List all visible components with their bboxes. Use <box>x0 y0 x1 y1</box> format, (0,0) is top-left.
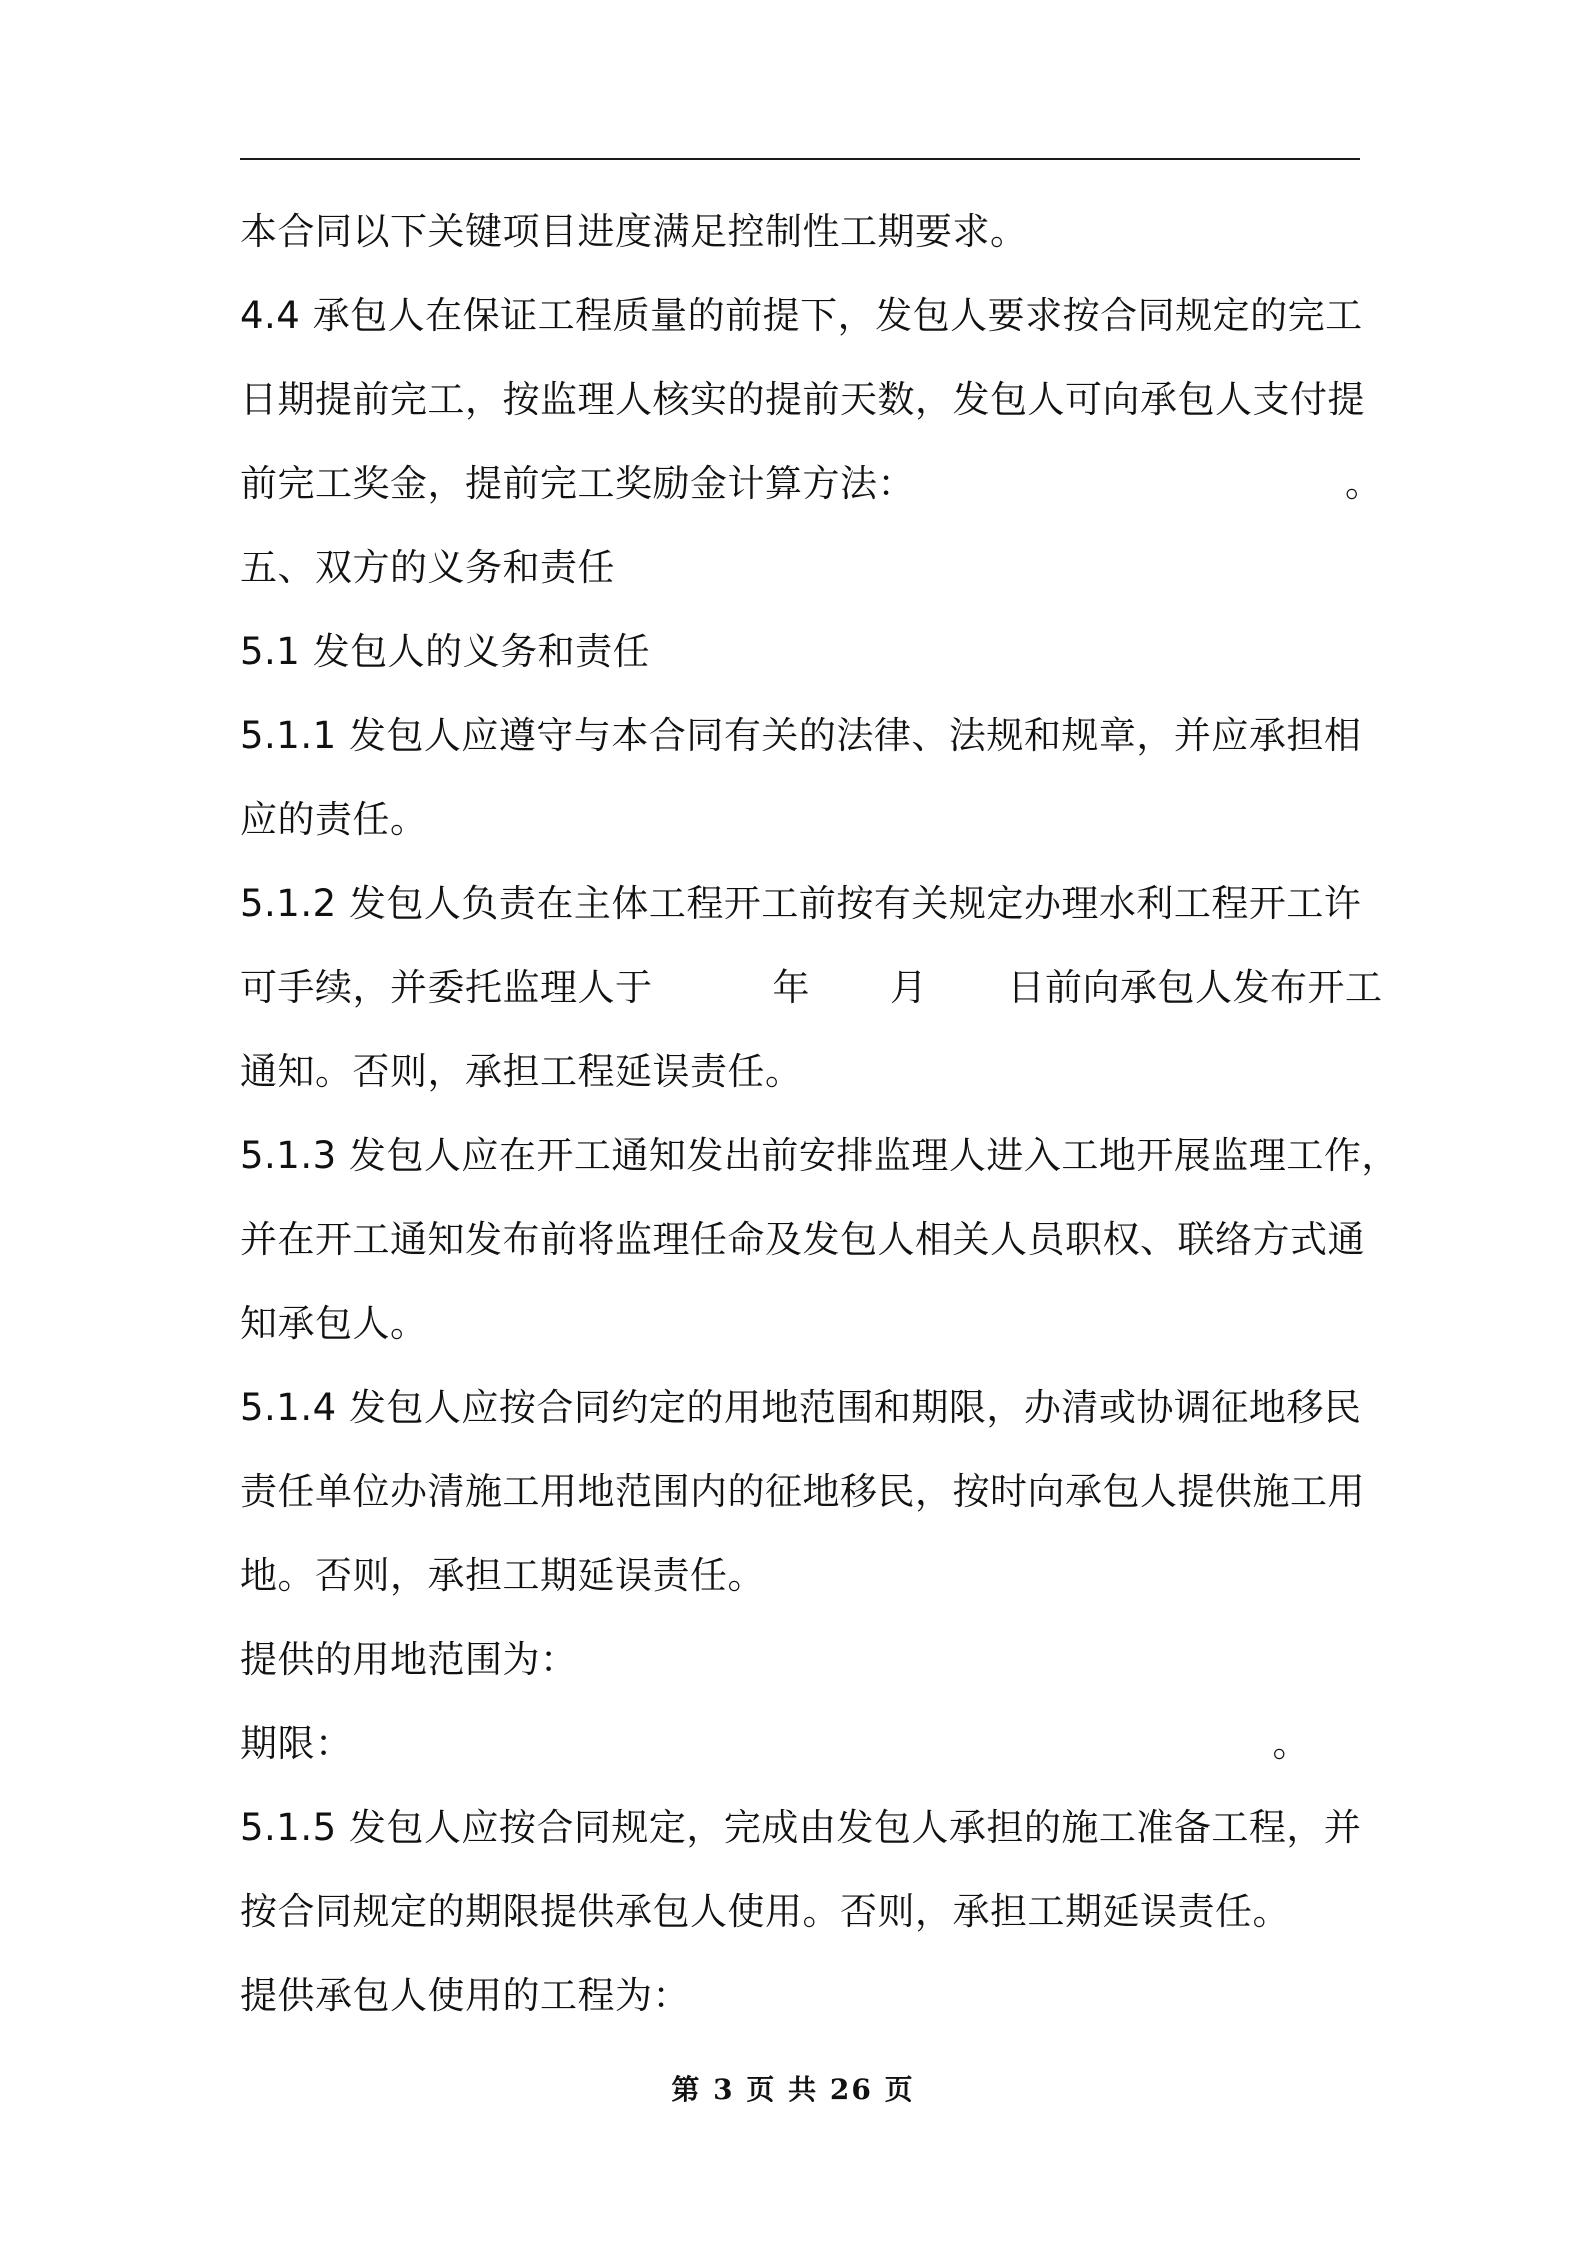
bonus-calculation-line <box>240 442 1383 526</box>
paragraph-line: 本合同以下关键项目进度满足控制性工期要求。 <box>240 210 1028 253</box>
paragraph-line: 5.1.5 发包人应按合同规定，完成由发包人承担的施工准备工程，并 <box>240 1806 1362 1849</box>
paragraph-line: 应的责任。 <box>240 798 428 841</box>
bonus-calculation-label: 前完工奖金，提前完工奖励金计算方法： <box>240 462 915 505</box>
start-date-year: 年 <box>772 966 810 1009</box>
start-date-tail: 日前向承包人发布开工 <box>1007 966 1383 1009</box>
paragraph-line: 通知。否则，承担工程延误责任。 <box>240 1050 803 1093</box>
paragraph-line: 4.4 承包人在保证工程质量的前提下，发包人要求按合同规定的完工 <box>240 294 1363 337</box>
deadline-label: 期限： <box>240 1722 353 1765</box>
start-date-line <box>240 946 1383 1030</box>
paragraph-line: 按合同规定的期限提供承包人使用。否则，承担工期延误责任。 <box>240 1890 1290 1933</box>
deadline-end-mark: 。 <box>1272 1722 1310 1765</box>
header-rule <box>240 158 1360 160</box>
page-number: 第 3 页 共 26 页 <box>671 2073 915 2106</box>
start-date-month: 月 <box>890 966 928 1009</box>
paragraph-line: 知承包人。 <box>240 1302 428 1345</box>
paragraph-line: 并在开工通知发布前将监理任命及发包人相关人员职权、联络方式通 <box>240 1218 1365 1261</box>
subsection-heading: 5.1 发包人的义务和责任 <box>240 630 651 673</box>
paragraph-line: 5.1.1 发包人应遵守与本合同有关的法律、法规和规章，并应承担相 <box>240 714 1362 757</box>
paragraph-line: 5.1.4 发包人应按合同约定的用地范围和期限，办清或协调征地移民 <box>240 1386 1362 1429</box>
page-footer <box>0 2068 1586 2108</box>
section-heading: 五、双方的义务和责任 <box>240 546 615 589</box>
paragraph-line: 责任单位办清施工用地范围内的征地移民，按时向承包人提供施工用 <box>240 1470 1365 1513</box>
bonus-end-mark: 。 <box>1345 462 1383 505</box>
land-scope-label: 提供的用地范围为： <box>240 1638 578 1681</box>
document-body <box>240 190 1399 2038</box>
works-provided-label: 提供承包人使用的工程为： <box>240 1974 690 2017</box>
paragraph-line: 5.1.2 发包人负责在主体工程开工前按有关规定办理水利工程开工许 <box>240 882 1362 925</box>
paragraph-line: 日期提前完工，按监理人核实的提前天数，发包人可向承包人支付提 <box>240 378 1365 421</box>
deadline-line <box>240 1702 1370 1786</box>
start-date-lead: 可手续，并委托监理人于 <box>240 966 653 1009</box>
paragraph-line: 5.1.3 发包人应在开工通知发出前安排监理人进入工地开展监理工作， <box>240 1134 1399 1177</box>
paragraph-line: 地。否则，承担工期延误责任。 <box>240 1554 765 1597</box>
